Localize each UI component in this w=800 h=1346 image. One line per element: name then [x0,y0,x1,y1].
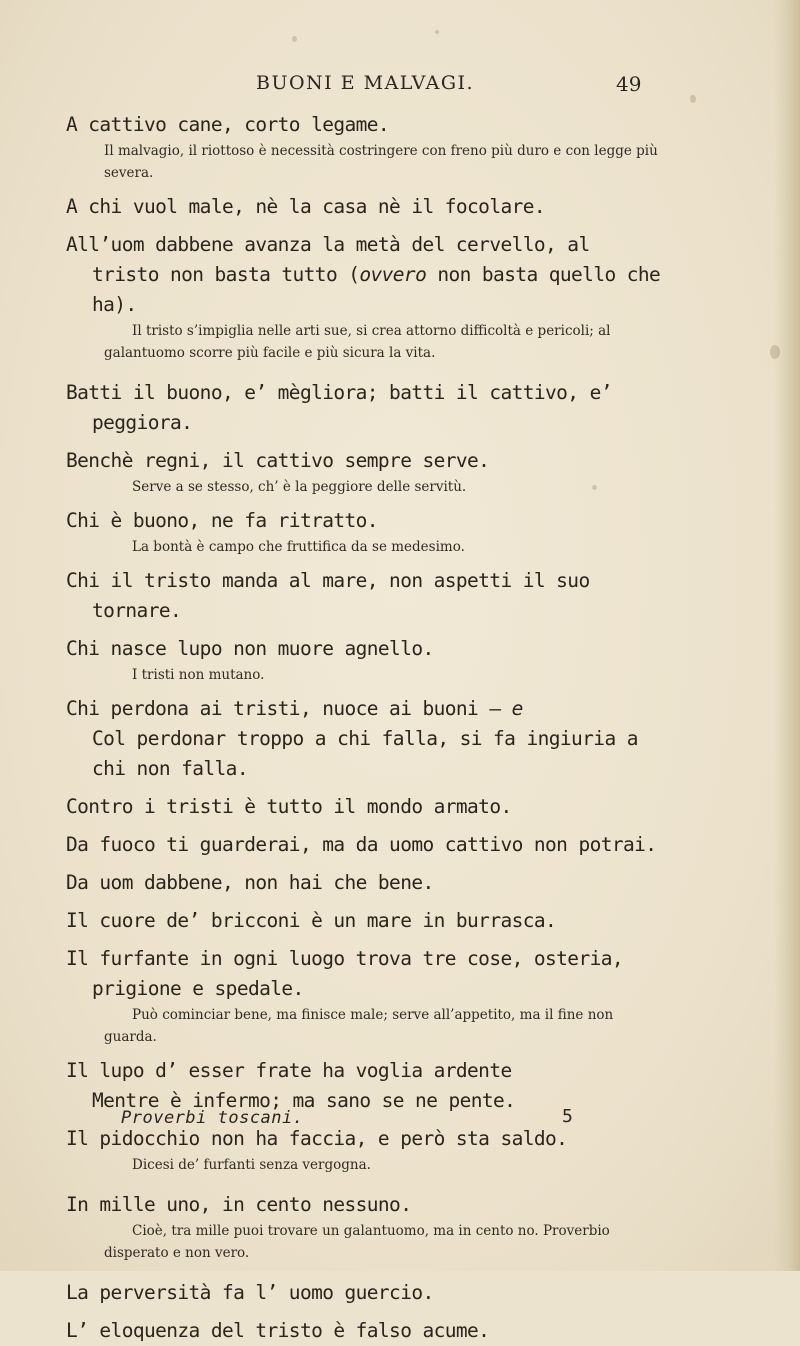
proverb-continuation: Mentre è infermo; ma sano se ne pente. [92,1089,516,1112]
proverb: L’ eloquenza del tristo è falso acume. [66,1319,490,1342]
proverb-note: Il tristo s’impiglia nelle arti sue, si crea attorno difficoltà e pericoli; al galantuomo scorre più facile e più sicura la vita. [104,323,611,361]
proverb: Da uom dabbene, non hai che bene. [66,871,434,894]
signature-title: Proverbi toscani. [121,1108,304,1128]
proverb [66,694,664,724]
page-number: 49 [616,72,642,96]
note-text: Il malvagio, il riottoso è necessità costringere con freno più duro e con legge più severa. [104,143,658,181]
proverb: Batti il buono, e’ mègliora; batti il cattivo, e’ peggiora. [66,381,612,434]
proverb-italic: ovvero [359,263,427,286]
foxing-spot [292,36,297,42]
proverb-text: Chi perdona ai tristi, nuoce ai buoni — [66,697,512,720]
proverb: Il cuore de’ bricconi è un mare in burrasca. [66,909,557,932]
proverb-note: Cioè, tra mille puoi trovare un galantuomo, ma in cento no. Proverbio disperato e non vero. [104,1223,610,1261]
proverb: Il pidocchio non ha faccia, e però sta saldo. [66,1127,568,1150]
proverb: La perversità fa l’ uomo guercio. [66,1281,434,1304]
running-title: BUONI E MALVAGI. [256,72,475,94]
proverb: A chi vuol male, nè la casa nè il focolare. [66,195,546,218]
proverbs-list [66,110,664,1346]
proverb [66,230,664,320]
proverb-note [66,140,664,184]
proverb-note: I tristi non mutano. [132,667,265,683]
proverb: Contro i tristi è tutto il mondo armato. [66,795,512,818]
proverb: Chi nasce lupo non muore agnello. [66,637,434,660]
proverb-text-after: non basta quello che ha). [92,263,661,316]
proverb: A cattivo cane, corto legame. [66,113,390,136]
signature-number: 5 [562,1106,573,1127]
proverb: Benchè regni, il cattivo sempre serve. [66,449,490,472]
proverb: Da fuoco ti guarderai, ma da uomo cattivo non potrai. [66,833,657,856]
page-header [0,72,800,102]
page-edge [774,0,800,1271]
foxing-spot [770,345,780,359]
proverb: Il furfante in ogni luogo trova tre cose, osteria, prigione e spedale. [66,947,623,1000]
proverb: Il lupo d’ esser frate ha voglia ardente [66,1059,512,1082]
proverb-note: La bontà è campo che fruttifica da se medesimo. [132,539,465,555]
proverb-italic: e [511,697,523,720]
proverb-note: Può cominciar bene, ma finisce male; serve all’appetito, ma il fine non guarda. [104,1007,614,1045]
page-footer [0,1108,800,1138]
proverb-note: Serve a se stesso, ch’ è la peggiore delle servitù. [132,479,467,495]
proverb-note: Dicesi de’ furfanti senza vergogna. [132,1157,371,1173]
proverb-text: All’uom dabbene avanza la metà del cervello, al tristo non basta tutto ( [66,233,590,286]
proverb: Chi il tristo manda al mare, non aspetti il suo tornare. [66,569,590,622]
proverb: In mille uno, in cento nessuno. [66,1193,412,1216]
foxing-spot [435,30,439,34]
proverb: Chi è buono, ne fa ritratto. [66,509,378,532]
proverb-continuation: Col perdonar troppo a chi falla, si fa ingiuria a chi non falla. [92,727,638,780]
